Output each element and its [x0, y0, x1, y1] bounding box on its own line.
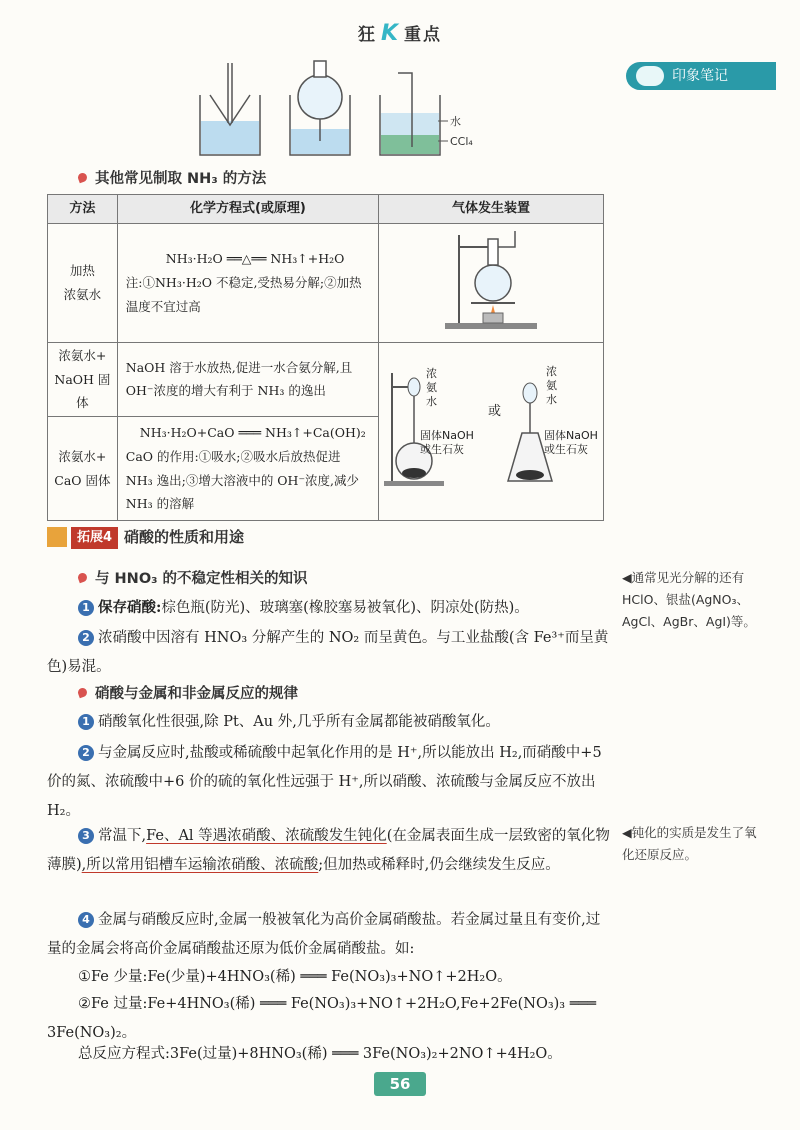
svg-text:固体NaOH: 固体NaOH [420, 428, 474, 442]
th-equation: 化学方程式(或原理) [117, 195, 378, 224]
svg-text:或生石灰: 或生石灰 [420, 442, 464, 456]
label-ccl4: CCl₄ [450, 135, 473, 148]
method-line: NaOH 固体 [54, 371, 111, 411]
note-tab [626, 62, 776, 90]
th-method: 方法 [48, 195, 118, 224]
dropping-apparatus-icon [380, 353, 602, 503]
nh3-methods-table [47, 194, 604, 521]
number-badge: 1 [78, 600, 94, 616]
method-cell [48, 224, 118, 343]
para-h2 [47, 739, 609, 826]
method-line: CaO 固体 [54, 472, 111, 488]
note-text: CaO 的作用:①吸水;②吸水后放热促进 NH₃ 逸出;③增大溶液中的 OH⁻浓度,减少 NH₃ 的溶解 [125, 448, 360, 512]
svg-text:水: 水 [546, 392, 557, 406]
method-line: 浓氨水 [63, 286, 102, 302]
equation-cell [117, 417, 378, 521]
apparatus-dropping-cell [379, 342, 604, 520]
sub-title-metals [78, 682, 298, 703]
method-line: 加热 [69, 263, 95, 279]
svg-text:固体NaOH: 固体NaOH [544, 428, 598, 442]
para-oxidize [78, 708, 608, 737]
heating-apparatus-icon [431, 225, 551, 333]
side-note-passivation: ◀钝化的实质是发生了氧化还原反应。 [622, 825, 757, 862]
side-note-light: ◀通常见光分解的还有 HClO、银盐(AgNO₃、AgCl、AgBr、AgI)等。 [622, 570, 756, 629]
beaker-flask [290, 61, 350, 155]
method-cell [48, 342, 118, 416]
underlined-passivation: Fe、Al 等遇浓硝酸、浓硫酸发生钝化 [146, 828, 387, 844]
para-oxidize-text: 硝酸氧化性很强,除 Pt、Au 外,几乎所有金属都能被硝酸氧化。 [98, 714, 500, 730]
note-text: 注:①NH₃·H₂O 不稳定,受热易分解;②加热温度不宜过高 [125, 275, 362, 314]
svg-text:氨: 氨 [426, 380, 437, 394]
leaf-bullet-icon [77, 687, 89, 699]
section-nh3-title [78, 167, 266, 188]
para-storage-text: 棕色瓶(防光)、玻璃塞(橡胶塞易被氧化)、阴凉处(防热)。 [161, 600, 529, 616]
underlined-transport: ,所以常用铝槽车运输浓硝酸、浓硫酸 [81, 857, 319, 873]
extension-name: 硝酸的性质和用途 [124, 528, 245, 546]
equation-cell [117, 224, 378, 343]
header-k-logo: K [380, 21, 401, 46]
equation-fe-little: ①Fe 少量:Fe(少量)+4HNO₃(稀) ═══ Fe(NO₃)₃+NO↑+2H₂O。 [78, 969, 512, 985]
svg-text:浓: 浓 [546, 364, 557, 378]
para-yellow-text: 浓硝酸中因溶有 HNO₃ 分解产生的 NO₂ 而呈黄色。与工业盐酸(含 Fe³⁺而呈黄色)易混。 [47, 630, 609, 675]
number-badge: 4 [78, 912, 94, 928]
para-storage-head: 保存硝酸: [98, 599, 162, 616]
number-badge: 1 [78, 714, 94, 730]
para-excess [47, 906, 609, 964]
svg-text:浓: 浓 [426, 366, 437, 380]
sub-title-metals-text: 硝酸与金属和非金属反应的规律 [95, 686, 298, 702]
method-cell [48, 417, 118, 521]
note-tab-label: 印象笔记 [672, 68, 728, 84]
svg-text:或生石灰: 或生石灰 [544, 442, 588, 456]
para-excess-text: 金属与硝酸反应时,金属一般被氧化为高价金属硝酸盐。若金属过量且有变价,过量的金属会将高价金属硝酸盐还原为低价金属硝酸盐。如: [47, 912, 601, 957]
method-line: 浓氨水+ [58, 448, 107, 464]
sub-title-unstable-text: 与 HNO₃ 的不稳定性相关的知识 [95, 571, 308, 587]
page-header [0, 20, 800, 46]
th-apparatus: 气体发生装置 [379, 195, 604, 224]
or-label: 或 [488, 403, 502, 419]
apparatus-heating-cell [379, 224, 604, 343]
sub-title-unstable [78, 567, 308, 588]
top-apparatus-figure [180, 55, 480, 160]
principle-cell: NaOH 溶于水放热,促进一水合氨分解,且 OH⁻浓度的增大有利于 NH₃ 的逸出 [117, 342, 378, 416]
equation-fe-excess: ②Fe 过量:Fe+4HNO₃(稀) ═══ Fe(NO₃)₃+NO↑+2H₂O,Fe+2Fe(NO₃)₃ ═══ 3Fe(NO₃)₂。 [47, 996, 596, 1041]
number-badge: 2 [78, 630, 94, 646]
svg-text:氨: 氨 [546, 378, 557, 392]
beaker-funnel [200, 63, 260, 155]
label-water: 水 [450, 115, 461, 128]
book-icon [47, 527, 67, 547]
page-number: 56 [374, 1072, 426, 1096]
elephant-icon [636, 66, 664, 86]
number-badge: 2 [78, 745, 94, 761]
equation-text: NH₃·H₂O+CaO ═══ NH₃↑+Ca(OH)₂ [139, 425, 366, 440]
leaf-bullet-icon [77, 172, 89, 184]
extension-tag: 拓展4 [71, 527, 118, 549]
header-right: 重点 [404, 25, 443, 45]
method-line: 浓氨水+ [58, 347, 107, 363]
equation-text: NH₃·H₂O ══△══ NH₃↑+H₂O [165, 251, 345, 267]
para-h2-text: 与金属反应时,盐酸或稀硫酸中起氧化作用的是 H⁺,所以能放出 H₂,而硝酸中+5 价的氮、浓硫酸中+6 价的硫的氧化性远强于 H⁺,所以硝酸、浓硫酸与金属反应不放出 H₂。 [47, 745, 602, 819]
para-yellow [47, 624, 609, 682]
beaker-ccl4 [380, 73, 473, 155]
para-passivation: 3 常温下,Fe、Al 等遇浓硝酸、浓硫酸发生钝化(在金属表面生成一层致密的氧化物薄膜),所以常用铝槽车运输浓硝酸、浓硫酸;但加热或稀释时,仍会继续发生反应。 [47, 828, 610, 873]
number-badge: 3 [78, 828, 94, 844]
header-left: 狂 [357, 25, 377, 45]
section-nh3-title-text: 其他常见制取 NH₃ 的方法 [95, 171, 267, 187]
svg-text:水: 水 [426, 394, 437, 408]
leaf-bullet-icon [77, 572, 89, 584]
para-storage [78, 593, 608, 623]
equation-total: 总反应方程式:3Fe(过量)+8HNO₃(稀) ═══ 3Fe(NO₃)₂+2NO↑+4H₂O。 [78, 1046, 562, 1062]
extension-title [47, 526, 244, 548]
